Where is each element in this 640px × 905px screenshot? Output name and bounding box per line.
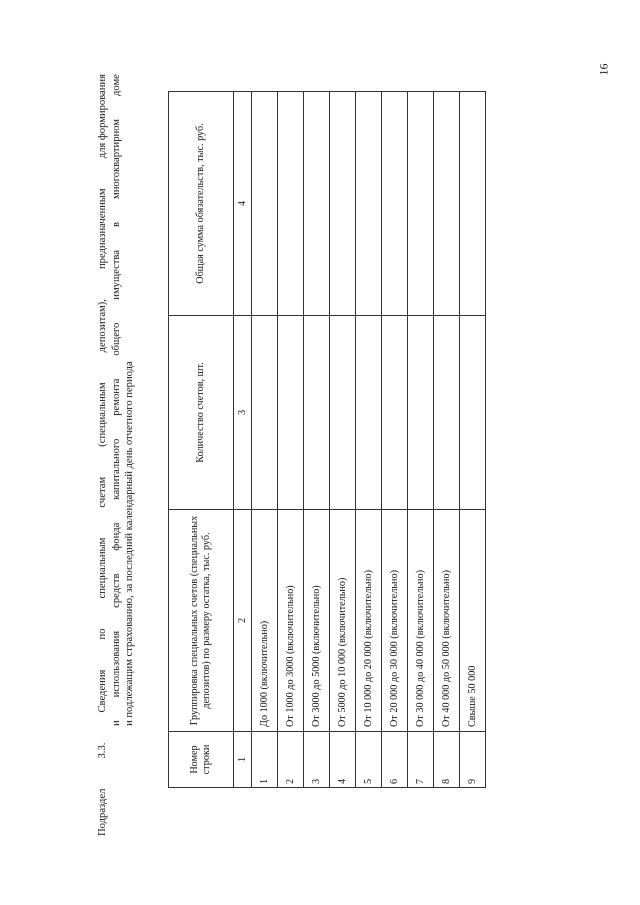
table-row	[278, 92, 304, 788]
rotated-sheet	[90, 50, 550, 850]
row-number: 3	[304, 732, 330, 788]
row-number: 8	[434, 732, 460, 788]
row-number: 2	[278, 732, 304, 788]
column-header-sum: Общая сумма обязательств, тыс. руб.	[169, 92, 234, 316]
row-number: 1	[252, 732, 278, 788]
heading-word: многоквартирном	[110, 119, 122, 200]
table-row	[330, 92, 356, 788]
heading-word: ремонта	[110, 378, 122, 416]
row-sum	[278, 92, 304, 316]
column-number: 3	[234, 316, 252, 510]
row-number: 9	[460, 732, 486, 788]
row-grouping: От 20 000 до 30 000 (включительно)	[382, 510, 408, 732]
page-number: 16	[596, 63, 611, 76]
row-sum	[434, 92, 460, 316]
row-count	[460, 316, 486, 510]
heading-word: средств	[110, 573, 122, 608]
column-header-count: Количество счетов, шт.	[169, 316, 234, 510]
row-count	[356, 316, 382, 510]
row-grouping: От 40 000 до 50 000 (включительно)	[434, 510, 460, 732]
row-sum	[460, 92, 486, 316]
heading-word: по	[97, 628, 108, 640]
heading-word: капитального	[110, 438, 122, 500]
accounts-table	[168, 91, 486, 788]
heading-word: специальным	[97, 537, 108, 599]
row-grouping: От 1000 до 3000 (включительно)	[278, 510, 304, 732]
heading-word: имущества	[110, 250, 122, 300]
heading-word: в	[110, 222, 122, 228]
row-number: 6	[382, 732, 408, 788]
table-header-row	[169, 92, 234, 788]
row-grouping: От 10 000 до 20 000 (включительно)	[356, 510, 382, 732]
column-number: 2	[234, 510, 252, 732]
table-row	[304, 92, 330, 788]
heading-line-3-text: и подлежащим страхованию, за последний календарный день отчетного периода	[124, 361, 135, 726]
row-grouping: До 1000 (включительно)	[252, 510, 278, 732]
row-count	[330, 316, 356, 510]
heading-word: Подраздел	[97, 788, 108, 836]
row-number: 5	[356, 732, 382, 788]
row-grouping: Свыше 50 000	[460, 510, 486, 732]
column-number: 1	[234, 732, 252, 788]
row-sum	[304, 92, 330, 316]
heading-word: общего	[110, 322, 122, 356]
heading-word: счетам	[97, 476, 108, 508]
row-count	[408, 316, 434, 510]
row-number: 7	[408, 732, 434, 788]
row-grouping: От 5000 до 10 000 (включительно)	[330, 510, 356, 732]
column-header-grouping: Группировка специальных счетов (специальных депозитов) по размеру остатка, тыс. руб.	[169, 510, 234, 732]
heading-word: предназначенным	[97, 188, 108, 269]
heading-line-1	[96, 74, 110, 836]
row-grouping: От 30 000 до 40 000 (включительно)	[408, 510, 434, 732]
row-count	[252, 316, 278, 510]
heading-word: 3.3.	[97, 742, 108, 759]
heading-word: депозитам),	[97, 299, 108, 353]
heading-line-3	[123, 74, 137, 836]
table-row	[356, 92, 382, 788]
section-heading	[96, 74, 137, 836]
row-sum	[252, 92, 278, 316]
row-count	[382, 316, 408, 510]
row-count	[434, 316, 460, 510]
heading-word: использования	[110, 630, 122, 698]
row-grouping: От 3000 до 5000 (включительно)	[304, 510, 330, 732]
heading-word: (специальным	[97, 382, 108, 447]
column-numbers-row	[234, 92, 252, 788]
table-row	[460, 92, 486, 788]
row-sum	[330, 92, 356, 316]
table-row	[382, 92, 408, 788]
heading-word: и	[110, 720, 122, 726]
row-sum	[408, 92, 434, 316]
heading-line-2	[110, 74, 124, 836]
heading-word: доме	[110, 74, 122, 97]
row-sum	[356, 92, 382, 316]
heading-word: Сведения	[97, 669, 108, 713]
row-count	[278, 316, 304, 510]
table-row	[252, 92, 278, 788]
table-row	[434, 92, 460, 788]
column-number: 4	[234, 92, 252, 316]
row-number: 4	[330, 732, 356, 788]
table-row	[408, 92, 434, 788]
column-header-line-number: Номер строки	[169, 732, 234, 788]
row-count	[304, 316, 330, 510]
row-sum	[382, 92, 408, 316]
heading-word: для формирования	[97, 74, 108, 159]
heading-word: фонда	[110, 522, 122, 551]
